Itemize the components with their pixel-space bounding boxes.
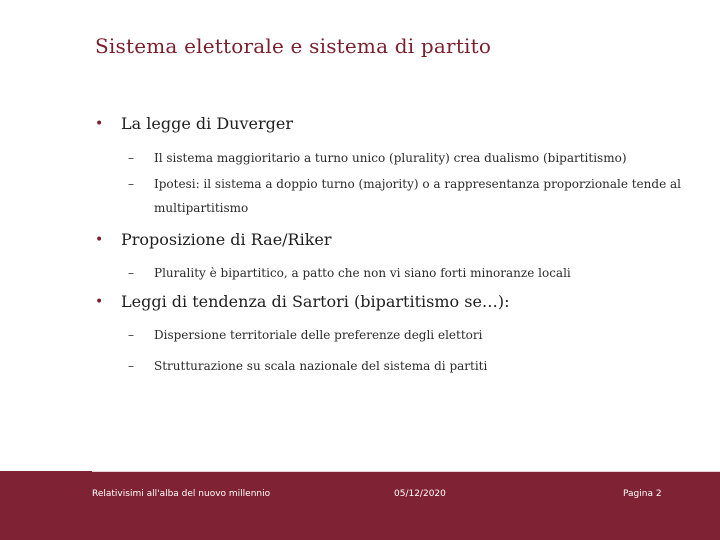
sub-bullet-text: Ipotesi: il sistema a doppio turno (majority) o a rappresentanza proporzionale tende al multipartitismo	[154, 177, 681, 215]
bullet-icon: •	[95, 232, 104, 248]
dash-icon: –	[128, 328, 134, 342]
sub-bullet-text: Dispersione territoriale delle preferenze degli elettori	[154, 328, 483, 342]
dash-icon: –	[128, 266, 134, 280]
footer-bar	[0, 471, 720, 540]
slide-title: Sistema elettorale e sistema di partito	[95, 34, 492, 58]
footer-divider	[92, 471, 720, 472]
bullet-text: Leggi di tendenza di Sartori (bipartitismo se…):	[121, 292, 510, 311]
footer-date: 05/12/2020	[394, 489, 446, 499]
footer-presentation-title: Relativisimi all'alba del nuovo millennio	[92, 489, 271, 499]
dash-icon: –	[128, 151, 134, 165]
sub-bullet-item	[128, 354, 688, 378]
sub-bullet-item	[128, 323, 688, 347]
sub-bullet-text: Plurality è bipartitico, a patto che non vi siano forti minoranze locali	[154, 266, 571, 280]
sub-bullet-text: Strutturazione su scala nazionale del sistema di partiti	[154, 359, 488, 373]
footer-page-number: Pagina 2	[623, 489, 662, 499]
dash-icon: –	[128, 359, 134, 373]
bullet-icon: •	[95, 294, 104, 310]
dash-icon: –	[128, 177, 134, 191]
bullet-icon: •	[95, 116, 104, 132]
sub-bullet-item	[128, 172, 688, 220]
sub-bullet-item	[128, 261, 688, 285]
bullet-text: La legge di Duverger	[121, 114, 293, 133]
bullet-text: Proposizione di Rae/Riker	[121, 230, 332, 249]
sub-bullet-text: Il sistema maggioritario a turno unico (plurality) crea dualismo (bipartitismo)	[154, 151, 627, 165]
sub-bullet-item	[128, 146, 688, 170]
